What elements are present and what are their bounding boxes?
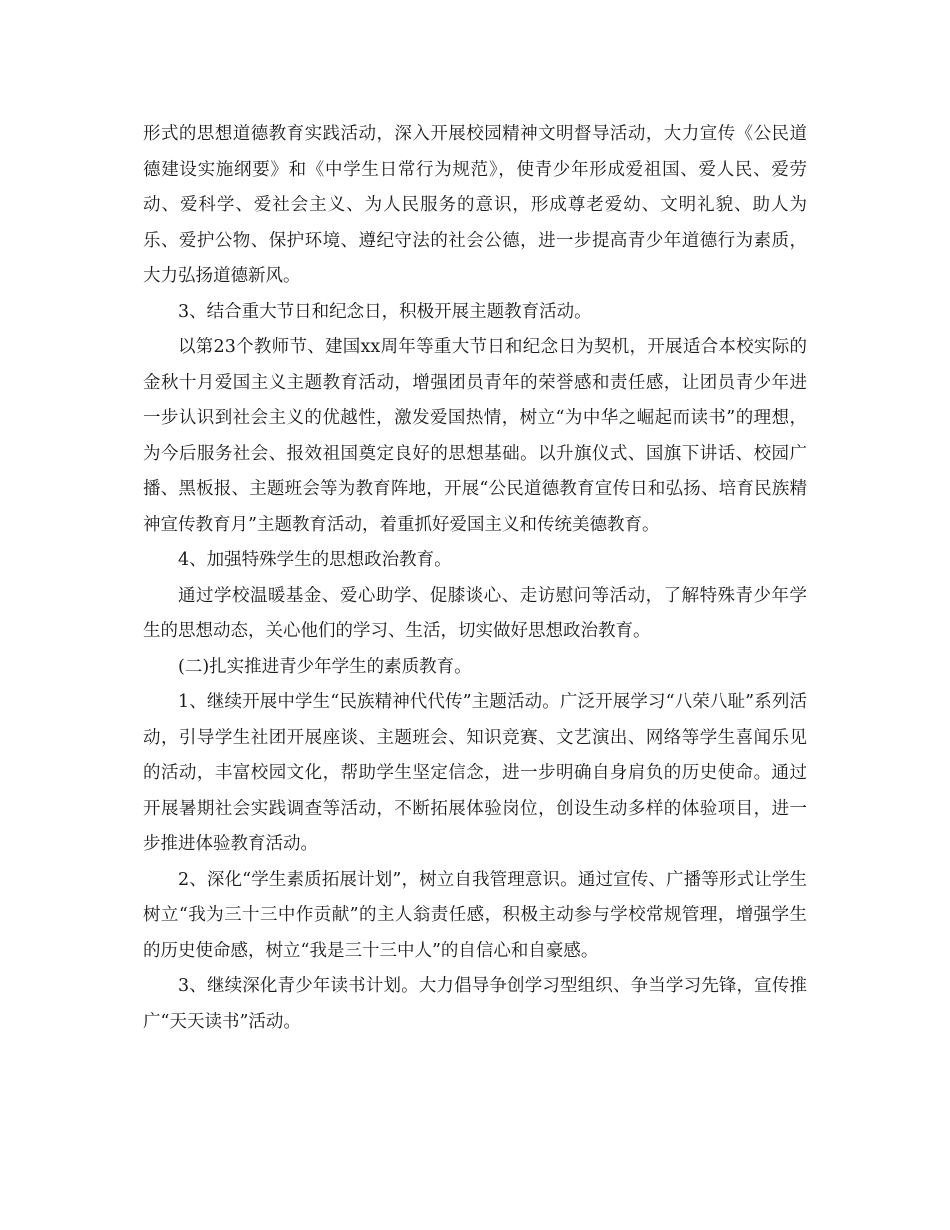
document-body (143, 117, 807, 1040)
paragraph-national-spirit: 1、继续开展中学生“民族精神代代传”主题活动。广泛开展学习“八荣八耻”系列活动，引导学生社团开展座谈、主题班会、知识竞赛、文艺演出、网络等学生喜闻乐见的活动，丰富校园文化，帮助学生坚定信念，进一步明确自身肩负的历史使命。通过开展暑期社会实践调查等活动，不断拓展体验岗位，创设生动多样的体验项目，进一步推进体验教育活动。 (143, 692, 807, 854)
paragraph-patriotic-education: 以第23个教师节、建国xx周年等重大节日和纪念日为契机，开展适合本校实际的金秋十月爱国主义主题教育活动，增强团员青年的荣誉感和责任感，让团员青少年进一步认识到社会主义的优越性，激发爱国热情，树立“为中华之崛起而读书”的理想，为今后服务社会、报效祖国奠定良好的思想基础。以升旗仪式、国旗下讲话、校园广播、黑板报、主题班会等为教育阵地，开展“公民道德教育宣传日和弘扬、培育民族精神宣传教育月”主题教育活动，着重抓好爱国主义和传统美德教育。 (143, 337, 807, 535)
paragraph-reading-plan: 3、继续深化青少年读书计划。大力倡导争创学习型组织、争当学习先锋，宣传推广“天天读书”活动。 (143, 976, 807, 1032)
heading-item-3: 3、结合重大节日和纪念日，积极开展主题教育活动。 (178, 301, 592, 322)
heading-item-4: 4、加强特殊学生的思想政治教育。 (178, 550, 452, 570)
section-heading-quality-education: (二)扎实推进青少年学生的素质教育。 (178, 656, 472, 677)
paragraph-special-students: 通过学校温暖基金、爱心助学、促膝谈心、走访慰问等活动，了解特殊青少年学生的思想动态，关心他们的学习、生活，切实做好思想政治教育。 (143, 585, 807, 641)
paragraph-quality-expansion: 2、深化“学生素质拓展计划”，树立自我管理意识。通过宣传、广播等形式让学生树立“我为三十三中作贡献”的主人翁责任感，积极主动参与学校常规管理，增强学生的历史使命感，树立“我是三十三中人”的自信心和自豪感。 (143, 869, 807, 961)
paragraph-continuation: 形式的思想道德教育实践活动，深入开展校园精神文明督导活动，大力宣传《公民道德建设实施纲要》和《中学生日常行为规范》，使青少年形成爱祖国、爱人民、爱劳动、爱科学、爱社会主义、为人民服务的意识，形成尊老爱幼、文明礼貌、助人为乐、爱护公物、保护环境、遵纪守法的社会公德，进一步提高青少年道德行为素质，大力弘扬道德新风。 (143, 124, 807, 286)
